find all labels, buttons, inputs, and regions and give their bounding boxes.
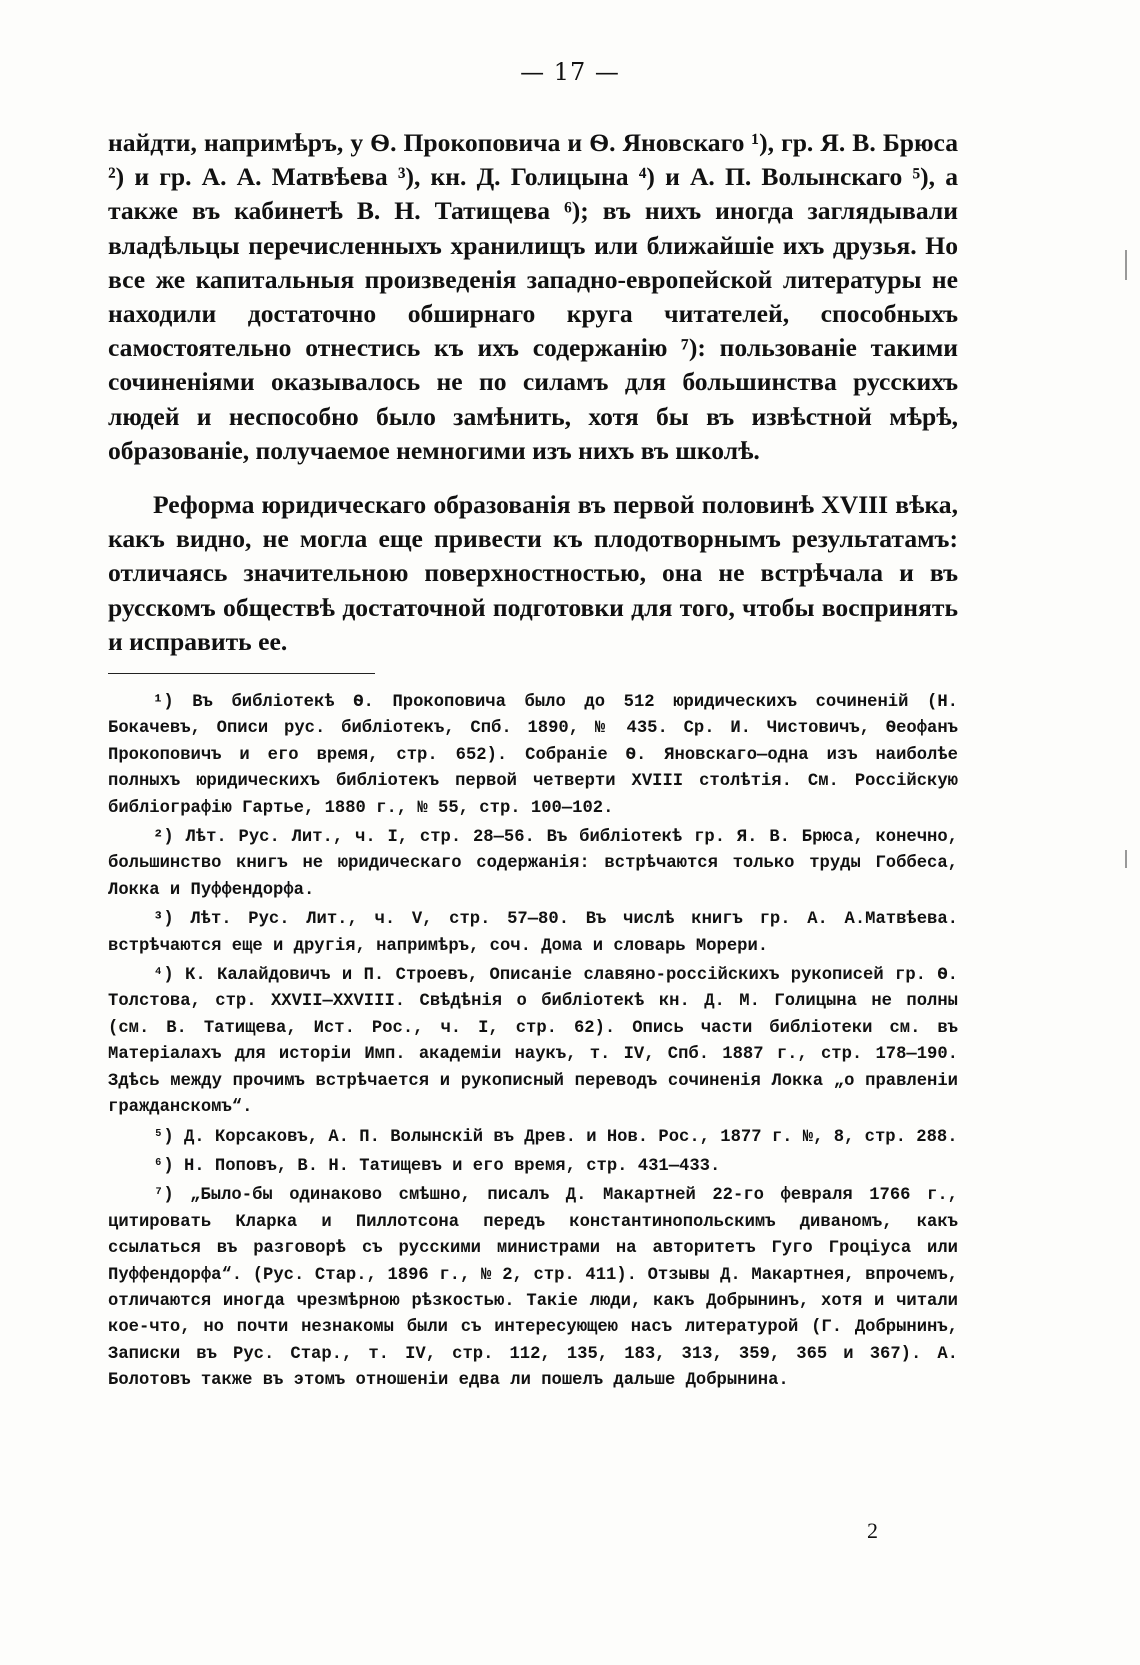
footnote-3: ³) Лѣт. Рус. Лит., ч. V, стр. 57—80. Въ числѣ книгъ гр. А. А.Матвѣева. встрѣчаются еще и другія, напримѣръ, соч. Дома и словарь Морери. [108,910,958,956]
footnote-2: ²) Лѣт. Рус. Лит., ч. I, стр. 28—56. Въ библіотекѣ гр. Я. В. Брюса, конечно, большинство книгъ не юридическаго содержанія: встрѣчаются только труды Гоббеса, Локка и Пуффендорфа. [108,828,958,900]
footnotes [108,690,958,1398]
paragraph: Реформа юридическаго образованія въ первой половинѣ XVIII вѣка, какъ видно, не могла еще привести къ плодотворнымъ результатамъ: отличаясь значительною поверхностностью, она не встрѣчала и въ русскомъ обществѣ достаточной подготовки для того, чтобы воспринять и исправить ее. [108,490,958,656]
page-number-header: — 17 — [520,58,620,86]
paragraph: найдти, напримѣръ, у Ѳ. Прокоповича и Ѳ. Яновскаго ¹), гр. Я. В. Брюса ²) и гр. А. А. Матвѣева ³), кн. Д. Голицына ⁴) и А. П. Волынскаго ⁵), а также въ кабинетѣ В. Н. Татищева ⁶); въ нихъ иногда заглядывали владѣльцы перечисленныхъ хранилищъ или ближайшіе ихъ друзья. Но все же капитальныя произведенія западно-европейской литературы не находили достаточно обширнаго круга читателей, способныхъ самостоятельно отнестись къ ихъ содержанію ⁷): пользованіе такими сочиненіями оказывалось не по силамъ для большинства русскихъ людей и неспособно было замѣнить, хотя бы въ извѣстной мѣрѣ, образованіе, получаемое немногими изъ нихъ въ школѣ. [108,128,958,465]
footnote-5: ⁵) Д. Корсаковъ, А. П. Волынскій въ Древ. и Нов. Рос., 1877 г. №, 8, стр. 288. [153,1127,958,1147]
scan-edge-mark [1125,850,1127,868]
footnote-separator [108,673,375,674]
footnote-4: ⁴) К. Калайдовичъ и П. Строевъ, Описаніе славяно-россійскихъ рукописей гр. Ѳ. Толстова, стр. XXVII—XXVIII. Свѣдѣнія о библіотекѣ кн. Д. М. Голицына не полны (см. В. Татищева, Ист. Рос., ч. I, стр. 62). Опись части библіотеки см. въ Матеріалахъ для исторіи Имп. академіи наукъ, т. IV, Спб. 1887 г., стр. 178—190. Здѣсь между прочимъ встрѣчается и рукописный переводъ сочиненія Локка „о правленіи гражданскомъ“. [108,966,958,1118]
footnote-1: ¹) Въ библіотекѣ Ѳ. Прокоповича было до 512 юридическихъ сочиненій (Н. Бокачевъ, Описи рус. библіотекъ, Спб. 1890, № 435. Ср. И. Чистовичъ, Ѳеофанъ Прокоповичъ и его время, стр. 652). Собраніе Ѳ. Яновскаго—одна изъ наиболѣе полныхъ юридическихъ библіотекъ первой четверти XVIII столѣтія. См. Россійскую библіографію Гартье, 1880 г., № 55, стр. 100—102. [108,693,958,818]
main-text [108,126,958,659]
footnote-6: ⁶) Н. Поповъ, В. Н. Татищевъ и его время, стр. 431—433. [153,1156,721,1176]
footnote-7: ⁷) „Было-бы одинаково смѣшно, писалъ Д. Макартней 22-го февраля 1766 г., цитировать Кларка и Пиллотсона передъ константинопольскимъ диваномъ, какъ ссылаться въ разговорѣ съ русскими министрами на авторитетъ Гуго Гроціуса или Пуффендорфа“. (Рус. Стар., 1896 г., № 2, стр. 411). Отзывы Д. Макартнея, впрочемъ, отличаются иногда чрезмѣрною рѣзкостью. Такіе люди, какъ Добрынинъ, хотя и читали кое-что, но почти незнакомы были съ интересующею насъ литературой (Г. Добрынинъ, Записки въ Рус. Стар., т. IV, стр. 112, 135, 183, 313, 359, 365 и 367). А. Болотовъ также въ этомъ отношеніи едва ли пошелъ дальше Добрынина. [108,1186,958,1391]
printer-signature-mark: 2 [867,1518,878,1543]
scan-edge-mark [1125,250,1127,280]
